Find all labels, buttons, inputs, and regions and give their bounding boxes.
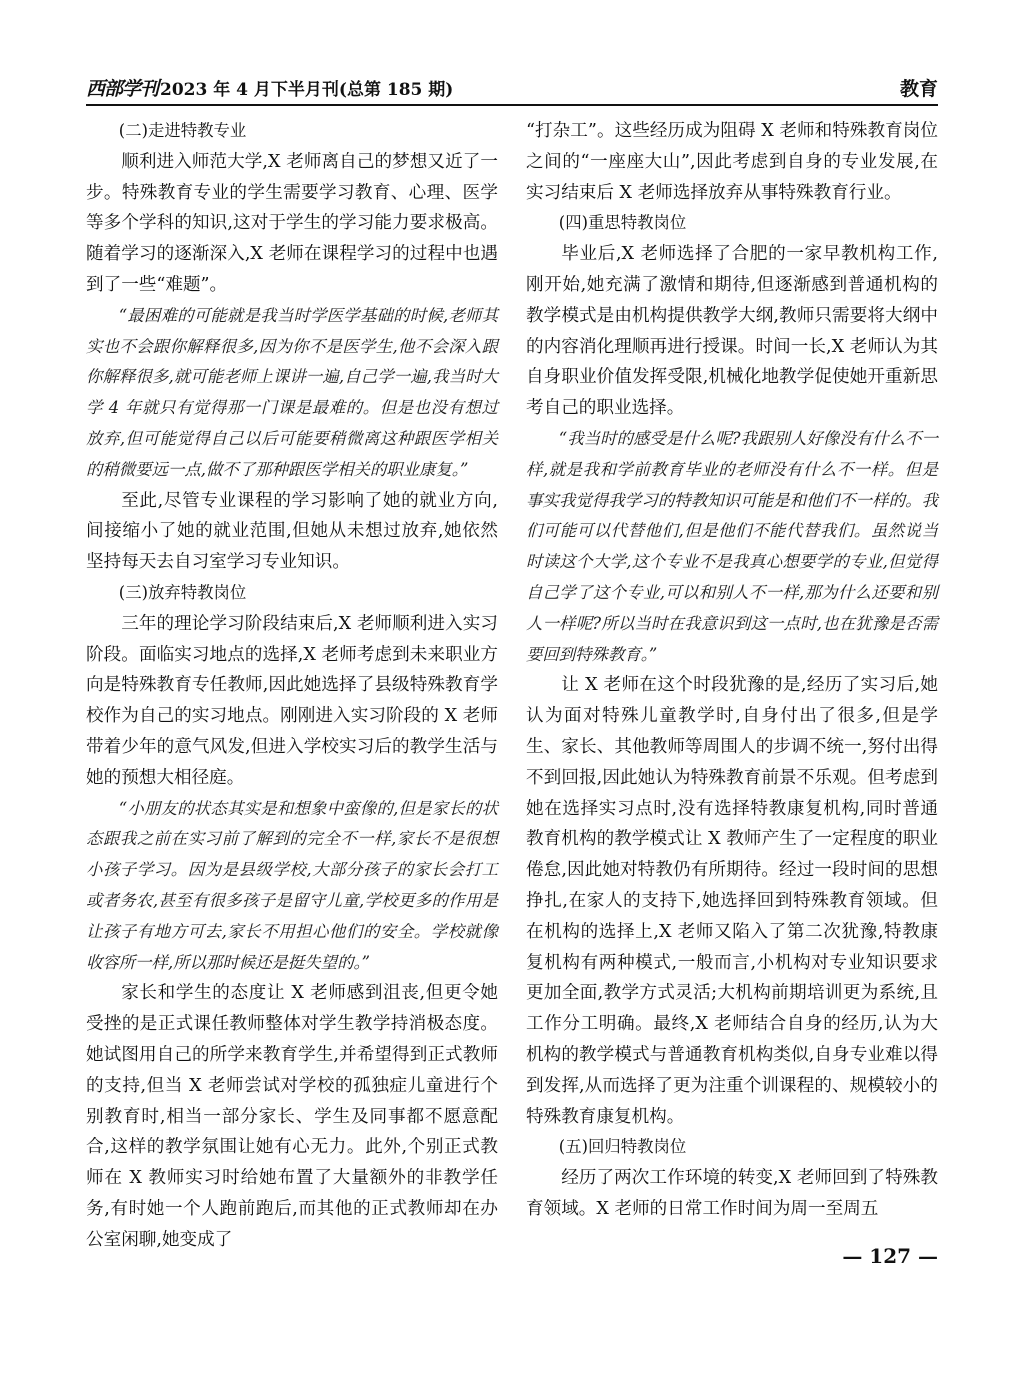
section-heading: (二)走进特教专业 xyxy=(118,121,247,140)
header-rule xyxy=(86,104,938,106)
section-heading: (五)回归特教岗位 xyxy=(558,1137,687,1157)
journal-logo: 西部学刊 xyxy=(86,78,159,100)
body-paragraph: 让 X 老师在这个时段犹豫的是,经历了实习后,她认为面对特殊儿童教学时,自身付出了很多,但是学生、家长、其他教师等周围人的步调不统一,努付出得不到回报,因此她认为特殊教育前景不乐观。但考虑到她在选择实习点时,没有选择特教康复机构,同时普通教育机构的教学模式让 X 教师产生了一定程度的职业倦怠,因此她对特教仍有所期待。经过一段时间的思想挣扎,在家人的支持下,她选择回到特殊教育领域。但在机构的选择上,X 老师又陷入了第二次犹豫,特教康复机构有两种模式,一般而言,小机构对专业知识要求更加全面,教学方式灵活;大机构前期培训更为系统,且工作分工明确。最终,X 老师结合自身的经历,认为大机构的教学模式与普通教育机构类似,自身专业难以得到发挥,从而选择了更为注重个训课程的、规模较小的特殊教育康复机构。 xyxy=(526,675,938,1127)
section-heading: (三)放弃特教岗位 xyxy=(118,582,247,602)
body-paragraph: 至此,尽管专业课程的学习影响了她的就业方向,间接缩小了她的就业范围,但她从未想过放弃,她依然坚持每天去自习室学习专业知识。 xyxy=(86,490,498,573)
body-paragraph: 经历了两次工作环境的转变,X 老师回到了特殊教育领域。X 老师的日常工作时间为周一至周五 xyxy=(526,1168,938,1219)
interview-quote: “小朋友的状态其实是和想象中蛮像的,但是家长的状态跟我之前在实习前了解到的完全不一样,家长不是很想小孩子学习。因为是县级学校,大部分孩子的家长会打工或者务农,甚至有很多孩子是留守儿童,学校更多的作用是让孩子有地方可去,家长不用担心他们的安全。学校就像收容所一样,所以那时候还是挺失望的。” xyxy=(86,798,498,972)
section-name: 教育 xyxy=(899,78,938,100)
left-column xyxy=(86,116,498,1255)
running-header xyxy=(86,74,938,104)
interview-quote: “最困难的可能就是我当时学医学基础的时候,老师其实也不会跟你解释很多,因为你不是医学生,他不会深入跟你解释很多,就可能老师上课讲一遍,自己学一遍,我当时大学 4 年就只有觉得那一门课是最难的。但是也没有想过放弃,但可能觉得自己以后可能要稍微离这种跟医学相关的稍微要远一点,做不了那种跟医学相关的职业康复。” xyxy=(86,305,498,479)
page-number: — 127 — xyxy=(842,1244,938,1268)
interview-quote: “我当时的感受是什么呢?我跟别人好像没有什么不一样,就是我和学前教育毕业的老师没有什么不一样。但是事实我觉得我学习的特教知识可能是和他们不一样的。我们可能可以代替他们,但是他们不能代替我们。虽然说当时读这个大学,这个专业不是我真心想要学的专业,但觉得自己学了这个专业,可以和别人不一样,那为什么还要和别人一样呢?所以当时在我意识到这一点时,也在犹豫是否需要回到特殊教育。” xyxy=(526,428,938,664)
body-paragraph: 三年的理论学习阶段结束后,X 老师顺利进入实习阶段。面临实习地点的选择,X 老师考虑到未来职业方向是特殊教育专任教师,因此她选择了县级特殊教育学校作为自己的实习地点。刚刚进入实习阶段的 X 老师带着少年的意气风发,但进入学校实习后的教学生活与她的预想大相径庭。 xyxy=(86,613,498,788)
body-paragraph: 毕业后,X 老师选择了合肥的一家早教机构工作,刚开始,她充满了激情和期待,但逐渐感到普通机构的教学模式是由机构提供教学大纲,教师只需要将大纲中的内容消化理顺再进行授课。时间一长,X 老师认为其自身职业价值发挥受限,机械化地教学促使她开重新思考自己的职业选择。 xyxy=(526,244,938,419)
right-column xyxy=(526,116,938,1225)
section-heading: (四)重思特教岗位 xyxy=(558,213,687,233)
body-paragraph: “打杂工”。这些经历成为阻碍 X 老师和特殊教育岗位之间的“一座座大山”,因此考虑到自身的专业发展,在实习结束后 X 老师选择放弃从事特殊教育行业。 xyxy=(526,121,938,203)
body-paragraph: 家长和学生的态度让 X 老师感到沮丧,但更令她受挫的是正式课任教师整体对学生教学持消极态度。她试图用自己的所学来教育学生,并希望得到正式教师的支持,但当 X 老师尝试对学校的孤独症儿童进行个别教育时,相当一部分家长、学生及同事都不愿意配合,这样的教学氛围让她有心无力。此外,个别正式教师在 X 教师实习时给她布置了大量额外的非教学任务,有时她一个人跑前跑后,而其他的正式教师却在办公室闲聊,她变成了 xyxy=(86,983,498,1250)
issue-info: 2023 年 4 月下半月刊(总第 185 期) xyxy=(160,80,454,100)
body-paragraph: 顺利进入师范大学,X 老师离自己的梦想又近了一步。特殊教育专业的学生需要学习教育、心理、医学等多个学科的知识,这对于学生的学习能力要求极高。随着学习的逐渐深入,X 老师在课程学习的过程中也遇到了一些“难题”。 xyxy=(86,151,498,295)
